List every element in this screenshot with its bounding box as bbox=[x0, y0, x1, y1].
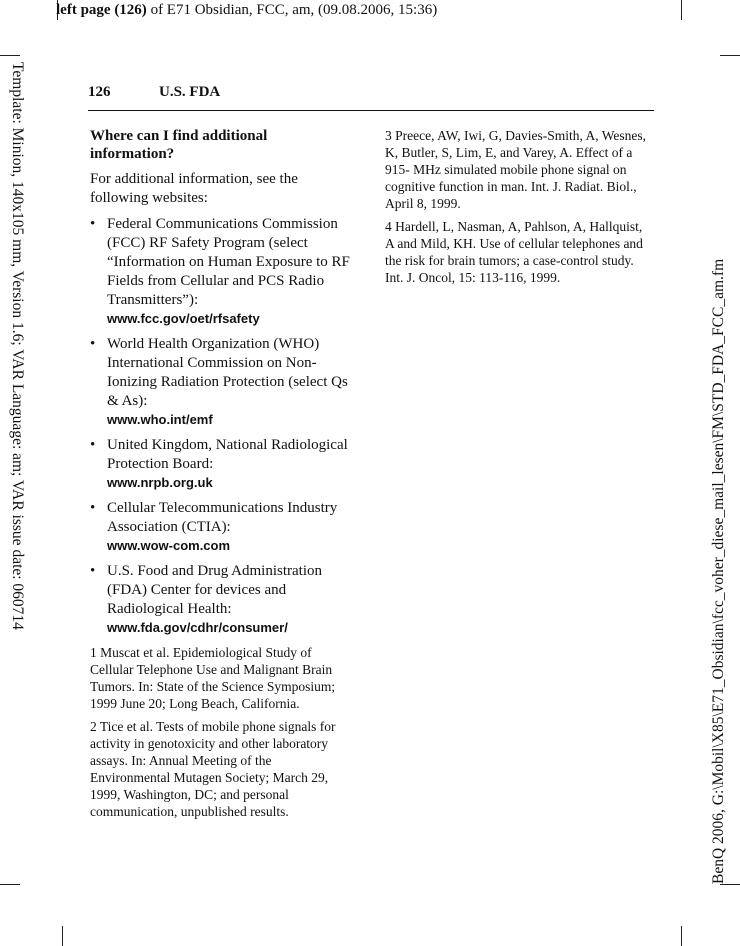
footnote bbox=[385, 218, 649, 286]
section-heading: Where can I find additional information? bbox=[90, 128, 268, 162]
bullet: • bbox=[90, 336, 96, 352]
site-url: www.fcc.gov/oet/rfsafety bbox=[107, 311, 260, 326]
template-slug bbox=[7, 62, 27, 842]
site-description: Cellular Telecommunications Industry Association (CTIA): bbox=[107, 500, 338, 535]
crop-mark bbox=[62, 926, 63, 946]
footnote bbox=[90, 644, 354, 712]
footnote-number: 2 bbox=[90, 719, 97, 734]
site-description: Federal Communications Commission (FCC) RF Safety Program (select “Information on Human Exposure to RF Fields from Cellular and PCS Radio Transmitters”): bbox=[107, 216, 350, 308]
bullet: • bbox=[90, 216, 96, 232]
footnote-number: 3 bbox=[385, 128, 392, 143]
page-header bbox=[88, 84, 654, 111]
intro-paragraph: For additional information, see the following websites: bbox=[90, 171, 298, 206]
footnote-number: 1 bbox=[90, 645, 97, 660]
list-item bbox=[90, 436, 354, 492]
section-title: U.S. FDA bbox=[159, 84, 221, 100]
footnote-number: 4 bbox=[385, 219, 392, 234]
footnote-text: Preece, AW, Iwi, G, Davies-Smith, A, Wesnes, K, Butler, S, Lim, E, and Varey, A. Effect of a 915- MHz simulated mobile phone signal on cognitive function in man. Int. J. Radiat. Biol., April 8, 1999. bbox=[385, 128, 647, 211]
footnote bbox=[90, 718, 354, 820]
site-description: U.S. Food and Drug Administration (FDA) Center for devices and Radiological Health: bbox=[107, 563, 323, 617]
file-path-slug-text: BenQ 2006, G:\Mobil\X85\E71_Obsidian\fcc_voher_diese_mail_lesen\FM\STD_FDA_FCC_am.fm bbox=[710, 258, 727, 884]
crop-mark bbox=[0, 884, 20, 885]
crop-mark bbox=[0, 55, 20, 56]
bullet: • bbox=[90, 437, 96, 453]
list-item bbox=[90, 562, 354, 637]
site-url: www.wow-com.com bbox=[107, 538, 231, 553]
print-header-page: left page (126) bbox=[56, 2, 147, 18]
print-header bbox=[56, 0, 437, 20]
right-column bbox=[385, 127, 649, 292]
bullet: • bbox=[90, 563, 96, 579]
file-path-slug bbox=[708, 212, 730, 884]
template-slug-text: Template: Minion, 140x105 mm, Version 1.6; VAR Language: am; VAR issue date: 060714 bbox=[9, 62, 26, 630]
crop-mark bbox=[720, 884, 740, 885]
site-url: www.who.int/emf bbox=[107, 412, 213, 427]
list-item bbox=[90, 215, 354, 328]
website-list bbox=[90, 215, 354, 637]
print-header-info: of E71 Obsidian, FCC, am, (09.08.2006, 15:36) bbox=[146, 2, 438, 18]
crop-mark bbox=[720, 55, 740, 56]
bullet: • bbox=[90, 500, 96, 516]
site-url: www.nrpb.org.uk bbox=[107, 475, 213, 490]
footnote bbox=[385, 127, 649, 212]
crop-mark bbox=[681, 926, 682, 946]
list-item bbox=[90, 335, 354, 429]
site-description: United Kingdom, National Radiological Protection Board: bbox=[107, 437, 348, 472]
site-description: World Health Organization (WHO) International Commission on Non-Ionizing Radiation Protection (select Qs & As): bbox=[107, 336, 348, 409]
list-item bbox=[90, 499, 354, 555]
footnote-text: Hardell, L, Nasman, A, Pahlson, A, Hallquist, A and Mild, KH. Use of cellular telephones and the risk for brain tumors; a case-control study. Int. J. Oncol, 15: 113-116, 1999. bbox=[385, 219, 643, 285]
footnote-text: Muscat et al. Epidemiological Study of Cellular Telephone Use and Malignant Brain Tumors. In: State of the Science Symposium; 1999 June 20; Long Beach, California. bbox=[90, 645, 336, 711]
crop-mark bbox=[681, 0, 682, 20]
footnote-text: Tice et al. Tests of mobile phone signals for activity in genotoxicity and other laboratory assays. In: Annual Meeting of the Environmental Mutagen Society; March 29, 1999, Washington, DC; and personal communication, unpublished results. bbox=[90, 719, 336, 819]
page-number: 126 bbox=[88, 84, 111, 100]
left-column bbox=[90, 127, 354, 826]
site-url: www.fda.gov/cdhr/consumer/ bbox=[107, 620, 288, 635]
